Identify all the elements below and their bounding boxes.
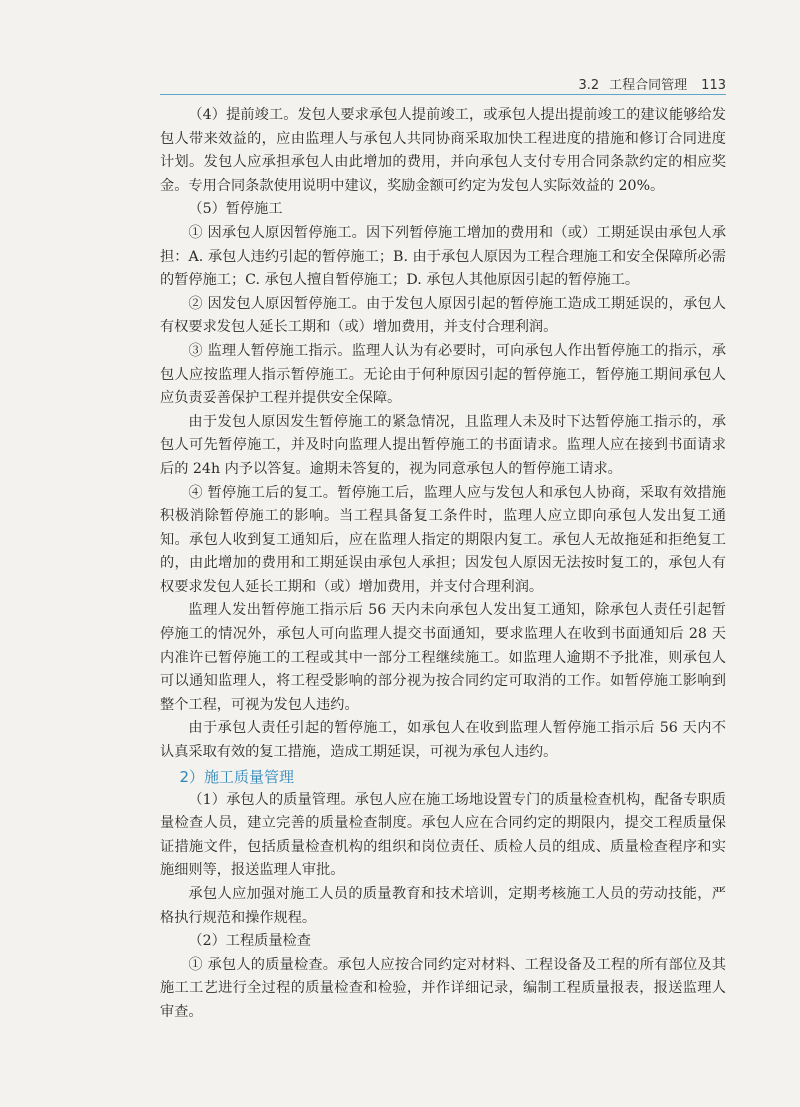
paragraph-early-completion: （4）提前竣工。发包人要求承包人提前竣工，或承包人提出提前竣工的建议能够给发包人带来效益的，应由监理人与承包人共同协商采取加快工程进度的措施和修订合同进度计划。发包人应承担承包人由此增加的费用，并向承包人支付专用合同条款约定的相应奖金。专用合同条款使用说明中建议，奖励金额可约定为发包人实际效益的 20%。 (160, 107, 726, 194)
chapter-title: 工程合同管理 (609, 78, 688, 93)
paragraph-employer-suspension: ② 因发包人原因暂停施工。由于发包人原因引起的暂停施工造成工期延误的，承包人有权要求发包人延长工期和（或）增加费用，并支付合理利润。 (160, 295, 726, 336)
paragraph-training: 承包人应加强对施工人员的质量教育和技术培训，定期考核施工人员的劳动技能，严格执行规范和操作规程。 (160, 886, 726, 926)
paragraph-contractor-inspection: ① 承包人的质量检查。承包人应按合同约定对材料、工程设备及工程的所有部位及其施工工艺进行全过程的质量检查和检验，并作详细记录，编制工程质量报表，报送监理人审查。 (160, 956, 726, 1020)
page-header (160, 72, 726, 95)
paragraph-quality-management: （1）承包人的质量管理。承包人应在施工场地设置专门的质量检查机构，配备专职质量检查人员，建立完善的质量检查制度。承包人应在合同约定的期限内，提交工程质量保证措施文件，包括质量检查机构的组织和岗位责任、质检人员的组成、质量检查程序和实施细则等，报送监理人审批。 (160, 791, 726, 879)
paragraph-emergency-suspension: 由于发包人原因发生暂停施工的紧急情况，且监理人未及时下达暂停施工指示的，承包人可先暂停施工，并及时向监理人提出暂停施工的书面请求。监理人应在接到书面请求后的 24h 内予以答复。逾期未答复的，视为同意承包人的暂停施工请求。 (160, 413, 726, 477)
section-heading-quality: 2）施工质量管理 (179, 767, 295, 786)
section-number: 3.2 (578, 78, 600, 93)
page-body (160, 104, 726, 1025)
page-number: 113 (701, 78, 726, 93)
paragraph-56-days: 监理人发出暂停施工指示后 56 天内未向承包人发出复工通知，除承包人责任引起暂停施工的情况外，承包人可向监理人提交书面通知，要求监理人在收到书面通知后 28 天内准许已暂停施工的工程或其中一部分工程继续施工。如监理人逾期不予批准，则承包人可以通知监理人，将工程受影响的部分视为按合同约定可取消的工作。如暂停施工影响到整个工程，可视为发包人违约。 (160, 602, 726, 713)
running-header (578, 74, 726, 93)
paragraph-engineer-instruction: ③ 监理人暂停施工指示。监理人认为有必要时，可向承包人作出暂停施工的指示，承包人应按监理人指示暂停施工。无论由于何种原因引起的暂停施工，暂停施工期间承包人应负责妥善保护工程并提供安全保障。 (160, 342, 726, 407)
paragraph-resumption: ④ 暂停施工后的复工。暂停施工后，监理人应与发包人和承包人协商，采取有效措施积极消除暂停施工的影响。当工程具备复工条件时，监理人应立即向承包人发出复工通知。承包人收到复工通知后，应在监理人指定的期限内复工。承包人无故拖延和拒绝复工的，由此增加的费用和工期延误由承包人承担；因发包人原因无法按时复工的，承包人有权要求发包人延长工期和（或）增加费用，并支付合理利润。 (160, 484, 726, 595)
paragraph-contractor-suspension: ① 因承包人原因暂停施工。因下列暂停施工增加的费用和（或）工期延误由承包人承担：A. 承包人违约引起的暂停施工；B. 由于承包人原因为工程合理施工和安全保障所必需的暂停施工；C. 承包人擅自暂停施工；D. 承包人其他原因引起的暂停施工。 (160, 224, 726, 289)
subheading-quality-inspection: （2）工程质量检查 (188, 933, 311, 950)
subheading-suspension: （5）暂停施工 (188, 201, 283, 218)
paragraph-contractor-default: 由于承包人责任引起的暂停施工，如承包人在收到监理人暂停施工指示后 56 天内不认真采取有效的复工措施，造成工期延误，可视为承包人违约。 (160, 720, 726, 761)
